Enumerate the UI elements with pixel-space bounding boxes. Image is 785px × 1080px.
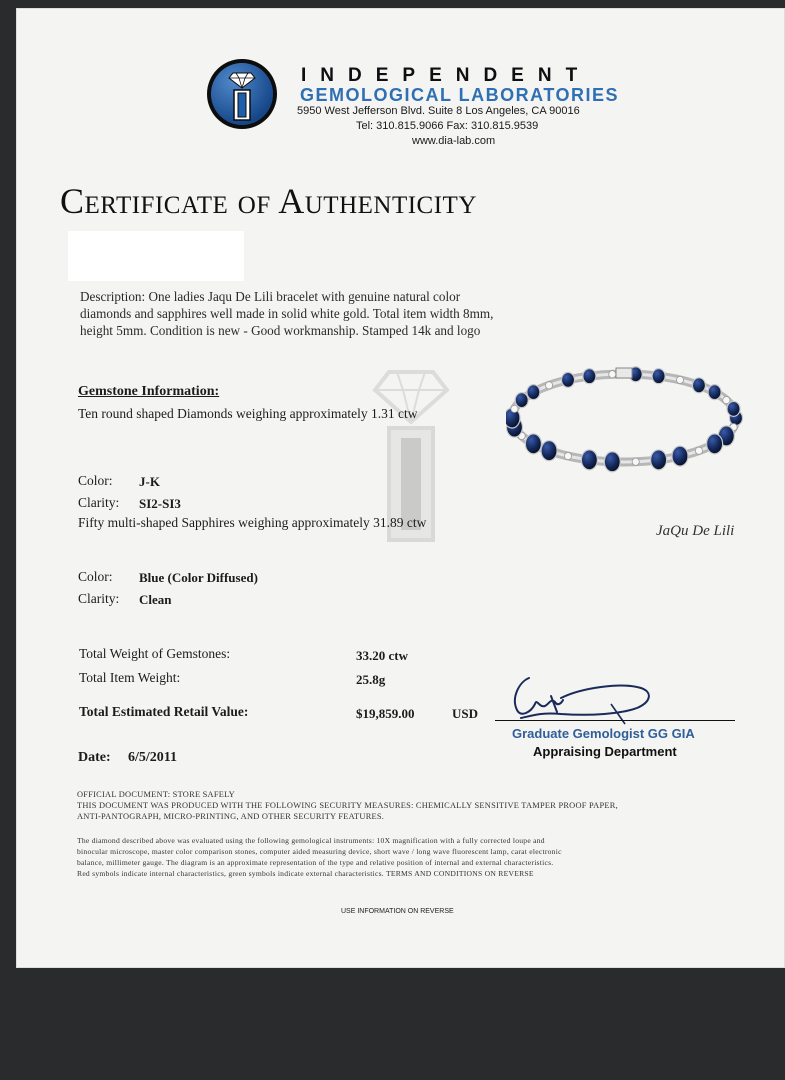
sapphire-stone — [562, 372, 575, 387]
bracelet-photo — [506, 366, 746, 476]
diamonds-line: Ten round shaped Diamonds weighing approximately 1.31 ctw — [78, 406, 418, 421]
retail-value: $19,859.00 — [356, 706, 415, 721]
sapphire-stone — [652, 369, 665, 384]
description-block — [80, 288, 505, 339]
retail-currency: USD — [452, 706, 479, 721]
diamond-stone — [609, 371, 616, 378]
gemstone-heading: Gemstone Information: — [78, 384, 220, 399]
instruments-line-3: balance, millimeter gauge. The diagram is an approximate representation of the type and relative position of internal and external characteristics. — [77, 858, 554, 867]
sapphire-stone — [527, 385, 540, 400]
lab-address: 5950 West Jefferson Blvd. Suite 8 Los Angeles, CA 90016 — [297, 105, 580, 117]
lab-website: www.dia-lab.com — [412, 135, 496, 147]
diamond-clarity-value: SI2-SI3 — [139, 496, 181, 511]
sapphire-color-value: Blue (Color Diffused) — [139, 570, 258, 585]
sapphire-stone — [708, 385, 721, 400]
diamond-clarity-label: Clarity: — [78, 495, 120, 510]
sapphire-stone — [515, 393, 528, 408]
diamond-stone — [695, 447, 702, 454]
sapphire-color-label: Color: — [78, 569, 113, 584]
diamond-color-value: J-K — [139, 474, 160, 489]
item-weight-value: 25.8g — [356, 672, 386, 687]
lab-phone: Tel: 310.815.9066 Fax: 310.815.9539 — [356, 120, 539, 132]
sapphire-stone — [583, 369, 596, 384]
item-weight-label: Total Item Weight: — [79, 670, 181, 685]
security-line-1: THIS DOCUMENT WAS PRODUCED WITH THE FOLLOWING SECURITY MEASURES: CHEMICALLY SENSITIVE TAMPER PROOF PAPER, — [77, 801, 618, 810]
sapphire-stone — [707, 434, 723, 454]
gem-weight-label: Total Weight of Gemstones: — [79, 646, 231, 661]
description-label: Description: — [80, 289, 146, 304]
sapphires-line: Fifty multi-shaped Sapphires weighing approximately 31.89 ctw — [78, 515, 427, 530]
instruments-line-1: The diamond described above was evaluated using the following gemological instruments: 10X magnification with a fully corrected loupe and — [77, 836, 545, 845]
brand-name-line1: INDEPENDENT — [301, 65, 592, 86]
brand-name-line2: GEMOLOGICAL LABORATORIES — [300, 85, 620, 105]
diamond-color-label: Color: — [78, 473, 113, 488]
date-label: Date: — [78, 750, 111, 765]
security-line-2: ANTI-PANTOGRAPH, MICRO-PRINTING, AND OTHER SECURITY FEATURES. — [77, 812, 385, 821]
sapphire-stone — [672, 446, 688, 466]
lab-logo — [206, 58, 278, 130]
bracelet-clasp — [616, 368, 632, 378]
diamond-stone — [676, 376, 683, 383]
appraiser-department: Appraising Department — [533, 744, 677, 759]
instruments-line-4: Red symbols indicate internal characteristics, green symbols indicate external characteristics. TERMS AND CONDITIONS ON REVERSE — [77, 869, 534, 878]
sapphire-clarity-label: Clarity: — [78, 591, 120, 606]
appraiser-title: Graduate Gemologist GG GIA — [512, 726, 695, 741]
diamond-stone — [723, 397, 730, 404]
sapphire-stone — [604, 452, 620, 472]
signature-line — [495, 720, 735, 721]
diamond-stone — [545, 382, 552, 389]
sapphire-stone — [727, 401, 740, 416]
instruments-line-2: binocular microscope, master color comparison stones, computer aided measuring device, short wave / long wave fluorescent lamp, carat electronic — [77, 847, 562, 856]
appraiser-signature — [501, 668, 661, 728]
sapphire-stone — [525, 434, 541, 454]
brand-signature-mark: JaQu De Lili — [656, 523, 735, 539]
gem-weight-value: 33.20 ctw — [356, 648, 408, 663]
certificate-title: Certificate of Authenticity — [60, 181, 477, 221]
diamond-stone — [564, 453, 571, 460]
reverse-note: USE INFORMATION ON REVERSE — [341, 908, 454, 915]
date-value: 6/5/2011 — [128, 750, 178, 765]
description-text: One ladies Jaqu De Lili bracelet with genuine natural color diamonds and sapphires well made in solid white gold. Total item width 8mm, height 5mm. Condition is new - Good workmanship. Stamped 14k and logo — [80, 289, 494, 338]
sapphire-stone — [581, 450, 597, 470]
sapphire-clarity-value: Clean — [139, 592, 172, 607]
diamond-stone — [511, 405, 518, 412]
redacted-block — [68, 231, 244, 281]
retail-label: Total Estimated Retail Value: — [79, 704, 249, 719]
diamond-stone — [632, 458, 639, 465]
official-notice: OFFICIAL DOCUMENT: STORE SAFELY — [77, 790, 235, 799]
certificate-page — [16, 8, 785, 968]
sapphire-stone — [692, 378, 705, 393]
sapphire-stone — [651, 450, 667, 470]
sapphire-stone — [541, 441, 557, 461]
